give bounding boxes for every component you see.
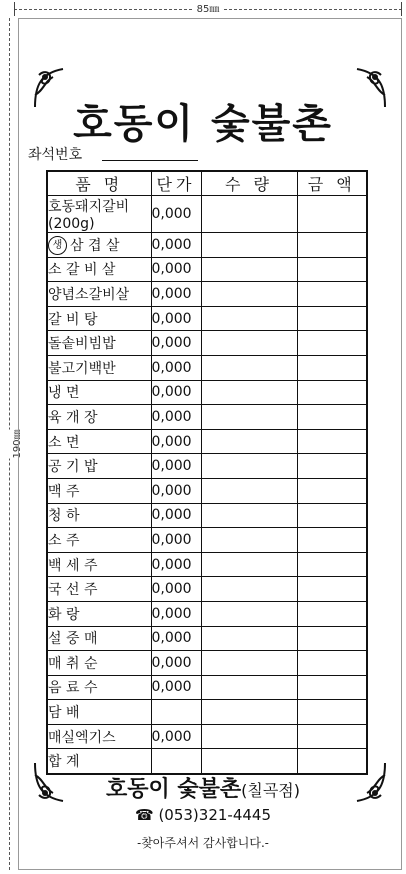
table-row	[47, 651, 367, 676]
item-name: 소 갈 비 살	[48, 262, 116, 279]
item-name: 백 세 주	[48, 557, 98, 574]
item-name-cell	[47, 528, 151, 553]
item-name-cell	[47, 749, 151, 774]
table-row	[47, 601, 367, 626]
item-name-cell	[47, 601, 151, 626]
table-row	[47, 257, 367, 282]
item-amount-cell[interactable]	[297, 478, 367, 503]
table-row	[47, 577, 367, 602]
item-name: 청 하	[48, 508, 80, 525]
item-name: 불고기백반	[48, 360, 116, 377]
item-name-cell	[47, 355, 151, 380]
item-amount-cell[interactable]	[297, 282, 367, 307]
item-price: 0,000	[151, 454, 201, 479]
item-amount-cell[interactable]	[297, 405, 367, 430]
item-amount-cell[interactable]	[297, 651, 367, 676]
table-row	[47, 331, 367, 356]
footer-restaurant-name	[0, 772, 406, 803]
item-name-cell	[47, 724, 151, 749]
item-price	[151, 700, 201, 725]
item-quantity-cell[interactable]	[201, 233, 297, 258]
header-item: 품 명	[47, 171, 151, 196]
phone-number: (053)321-4445	[158, 806, 272, 824]
item-price: 0,000	[151, 577, 201, 602]
item-name-cell	[47, 503, 151, 528]
item-quantity-cell[interactable]	[201, 282, 297, 307]
width-dimension	[14, 0, 402, 16]
item-quantity-cell[interactable]	[201, 577, 297, 602]
telephone-icon: ☎	[134, 806, 154, 824]
height-dimension-label: 190㎜	[8, 429, 23, 458]
item-name-cell	[47, 651, 151, 676]
item-name-cell	[47, 454, 151, 479]
item-name: 매 취 순	[48, 655, 98, 672]
item-amount-cell[interactable]	[297, 380, 367, 405]
item-name: 설 중 매	[48, 631, 98, 648]
item-price: 0,000	[151, 651, 201, 676]
item-price: 0,000	[151, 405, 201, 430]
header-price: 단가	[151, 171, 201, 196]
item-amount-cell[interactable]	[297, 331, 367, 356]
item-quantity-cell[interactable]	[201, 724, 297, 749]
table-row	[47, 306, 367, 331]
item-price: 0,000	[151, 429, 201, 454]
fresh-badge: 생	[48, 236, 67, 255]
item-quantity-cell[interactable]	[201, 405, 297, 430]
item-price	[151, 749, 201, 774]
item-price: 0,000	[151, 306, 201, 331]
table-row	[47, 552, 367, 577]
item-name: 양념소갈비살	[48, 286, 130, 303]
item-name: 합 계	[48, 754, 80, 771]
item-amount-cell[interactable]	[297, 454, 367, 479]
footer-name-text: 호동이 숯불촌	[105, 776, 242, 802]
item-amount-cell[interactable]	[297, 675, 367, 700]
item-price: 0,000	[151, 503, 201, 528]
item-name: 화 랑	[48, 606, 80, 623]
item-name: 갈 비 탕	[48, 311, 98, 328]
item-quantity-cell[interactable]	[201, 196, 297, 233]
item-price: 0,000	[151, 528, 201, 553]
item-price: 0,000	[151, 626, 201, 651]
table-row	[47, 196, 367, 233]
item-name: 맥 주	[48, 483, 80, 500]
item-name-cell	[47, 700, 151, 725]
item-name: 돌솥비빔밥	[48, 336, 116, 353]
item-quantity-cell[interactable]	[201, 700, 297, 725]
item-name-cell	[47, 257, 151, 282]
item-price: 0,000	[151, 355, 201, 380]
item-name: 매실엑기스	[48, 729, 116, 746]
footer-phone	[0, 806, 406, 824]
seat-number-label: 좌석번호	[28, 147, 83, 163]
item-name-cell	[47, 626, 151, 651]
item-quantity-cell[interactable]	[201, 528, 297, 553]
item-name-cell	[47, 306, 151, 331]
seat-number-line	[102, 160, 198, 161]
table-row	[47, 626, 367, 651]
table-row	[47, 675, 367, 700]
thank-you-message: -찾아주셔서 감사합니다.-	[137, 836, 269, 850]
item-name-cell	[47, 233, 151, 258]
item-amount-cell[interactable]	[297, 355, 367, 380]
header-row	[47, 171, 367, 196]
item-price: 0,000	[151, 196, 201, 233]
item-quantity-cell[interactable]	[201, 355, 297, 380]
item-quantity-cell[interactable]	[201, 454, 297, 479]
item-quantity-cell[interactable]	[201, 503, 297, 528]
item-price: 0,000	[151, 552, 201, 577]
item-name-cell	[47, 552, 151, 577]
item-amount-cell[interactable]	[297, 724, 367, 749]
item-price: 0,000	[151, 675, 201, 700]
table-row	[47, 355, 367, 380]
item-price: 0,000	[151, 478, 201, 503]
order-table-body	[47, 196, 367, 775]
item-price: 0,000	[151, 724, 201, 749]
item-price: 0,000	[151, 233, 201, 258]
table-row	[47, 233, 367, 258]
restaurant-title: 호동이 숯불촌	[73, 100, 333, 147]
item-name-cell	[47, 196, 151, 233]
item-name: 호동돼지갈비(200g)	[48, 199, 130, 232]
item-price: 0,000	[151, 331, 201, 356]
item-amount-cell[interactable]	[297, 306, 367, 331]
item-name: 육 개 장	[48, 409, 98, 426]
footer-branch: (칠곡점)	[241, 781, 301, 800]
table-row	[47, 503, 367, 528]
item-amount-cell[interactable]	[297, 528, 367, 553]
item-name-cell	[47, 282, 151, 307]
item-price: 0,000	[151, 282, 201, 307]
item-amount-cell[interactable]	[297, 577, 367, 602]
item-amount-cell[interactable]	[297, 429, 367, 454]
header-quantity: 수 량	[201, 171, 297, 196]
item-quantity-cell[interactable]	[201, 429, 297, 454]
item-name: 담 배	[48, 705, 80, 722]
item-amount-cell[interactable]	[297, 552, 367, 577]
item-name-cell	[47, 331, 151, 356]
item-name: 냉 면	[48, 385, 80, 402]
item-amount-cell[interactable]	[297, 233, 367, 258]
item-name-cell	[47, 380, 151, 405]
item-amount-cell[interactable]	[297, 700, 367, 725]
item-name: 음 료 수	[48, 680, 98, 697]
item-name: 국 선 주	[48, 582, 98, 599]
item-price: 0,000	[151, 380, 201, 405]
item-name-cell	[47, 478, 151, 503]
item-quantity-cell[interactable]	[201, 331, 297, 356]
item-amount-cell[interactable]	[297, 503, 367, 528]
item-quantity-cell[interactable]	[201, 601, 297, 626]
width-dimension-label: 85㎜	[194, 0, 223, 15]
table-row	[47, 724, 367, 749]
table-row	[47, 380, 367, 405]
item-quantity-cell[interactable]	[201, 306, 297, 331]
item-amount-cell[interactable]	[297, 626, 367, 651]
item-price: 0,000	[151, 601, 201, 626]
table-row	[47, 700, 367, 725]
item-amount-cell[interactable]	[297, 196, 367, 233]
table-row	[47, 405, 367, 430]
table-row	[47, 429, 367, 454]
item-amount-cell[interactable]	[297, 749, 367, 774]
table-row	[47, 478, 367, 503]
table-row	[47, 282, 367, 307]
item-quantity-cell[interactable]	[201, 478, 297, 503]
table-row	[47, 749, 367, 774]
header-amount: 금 액	[297, 171, 367, 196]
item-quantity-cell[interactable]	[201, 626, 297, 651]
item-quantity-cell[interactable]	[201, 651, 297, 676]
item-name-cell	[47, 405, 151, 430]
item-quantity-cell[interactable]	[201, 552, 297, 577]
item-amount-cell[interactable]	[297, 257, 367, 282]
item-name-cell	[47, 577, 151, 602]
order-table	[46, 170, 368, 775]
item-name: 공 기 밥	[48, 459, 98, 476]
item-name: 소 면	[48, 434, 80, 451]
item-quantity-cell[interactable]	[201, 675, 297, 700]
item-price: 0,000	[151, 257, 201, 282]
item-quantity-cell[interactable]	[201, 380, 297, 405]
table-row	[47, 528, 367, 553]
item-quantity-cell[interactable]	[201, 257, 297, 282]
item-amount-cell[interactable]	[297, 601, 367, 626]
item-name: 소 주	[48, 532, 80, 549]
table-row	[47, 454, 367, 479]
item-quantity-cell[interactable]	[201, 749, 297, 774]
item-name-cell	[47, 675, 151, 700]
item-name: 삼 겹 살	[70, 237, 120, 254]
item-name-cell	[47, 429, 151, 454]
